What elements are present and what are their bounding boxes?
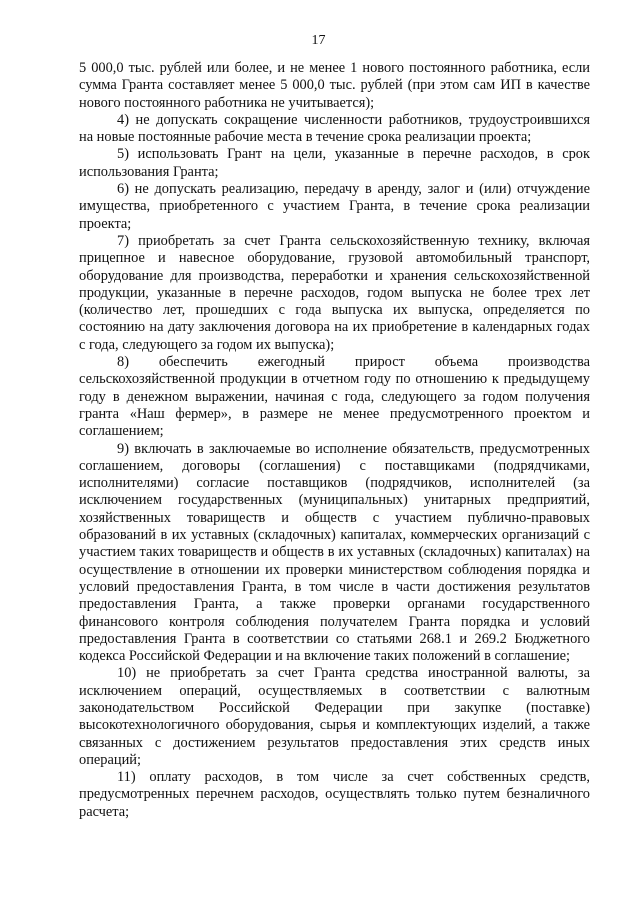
paragraph-item-10: 10) не приобретать за счет Гранта средства иностранной валюты, за исключением операций, осуществляемых в соответствии с валютным законодательством Российской Федерации при закупке (поставке) высокотехнологичного оборудования, сырья и комплектующих изделий, а также связанных с достижением результатов предоставления этих средств иных операций; [79,665,590,768]
paragraph-item-7: 7) приобретать за счет Гранта сельскохозяйственную технику, включая прицепное и навесное оборудование, грузовой автомобильный транспорт, оборудование для производства, переработки и хранения сельскохозяйственной продукции, указанные в перечне расходов, годом выпуска не более трех лет (количество лет, прошедших с года выпуска их выпуска, определяется по состоянию на дату заключения договора на их приобретение в календарных годах с года, следующего за годом их выпуска); [79,232,590,353]
paragraph-item-4: 4) не допускать сокращение численности работников, трудоустроившихся на новые постоянные рабочие места в течение срока реализации проекта; [79,111,590,146]
paragraph-item-8: 8) обеспечить ежегодный прирост объема производства сельскохозяйственной продукции в отчетном году по отношению к предыдущему году в денежном выражении, начиная с года, следующего за годом получения гранта «Наш фермер», в размере не менее предусмотренного проектом и соглашением; [79,354,590,440]
document-body [79,60,590,821]
paragraph-item-6: 6) не допускать реализацию, передачу в аренду, залог и (или) отчуждение имущества, приобретенного с участием Гранта, в течение срока реализации проекта; [79,181,590,232]
paragraph-continuation: 5 000,0 тыс. рублей или более, и не менее 1 нового постоянного работника, если сумма Гранта составляет менее 5 000,0 тыс. рублей (при этом сам ИП в качестве нового постоянного работника не учитывается); [79,60,590,111]
paragraph-item-11: 11) оплату расходов, в том числе за счет собственных средств, предусмотренных перечнем расходов, осуществлять только путем безналичного расчета; [79,769,590,820]
page-number: 17 [311,33,326,48]
paragraph-item-5: 5) использовать Грант на цели, указанные в перечне расходов, в срок использования Гранта; [79,146,590,180]
paragraph-item-9: 9) включать в заключаемые во исполнение обязательств, предусмотренных соглашением, договоры (соглашения) с поставщиками (подрядчиками, исполнителями) согласие поставщиков (подрядчиков, исполнителей (за исключением государственных (муниципальных) унитарных предприятий, хозяйственных товариществ и обществ с участием публично-правовых образований в их уставных (складочных) капиталах, коммерческих организаций с участием таких товариществ и обществ в их уставных (складочных) капиталах) на осуществление в отношении их проверки министерством соблюдения порядка и условий предоставления Гранта, в том числе в части достижения результатов предоставления Гранта, а также проверки органами государственного финансового контроля соблюдения получателем Гранта порядка и условий предоставления Гранта в соответствии со статьями 268.1 и 269.2 Бюджетного кодекса Российской Федерации и на включение таких положений в соглашение; [79,440,590,665]
